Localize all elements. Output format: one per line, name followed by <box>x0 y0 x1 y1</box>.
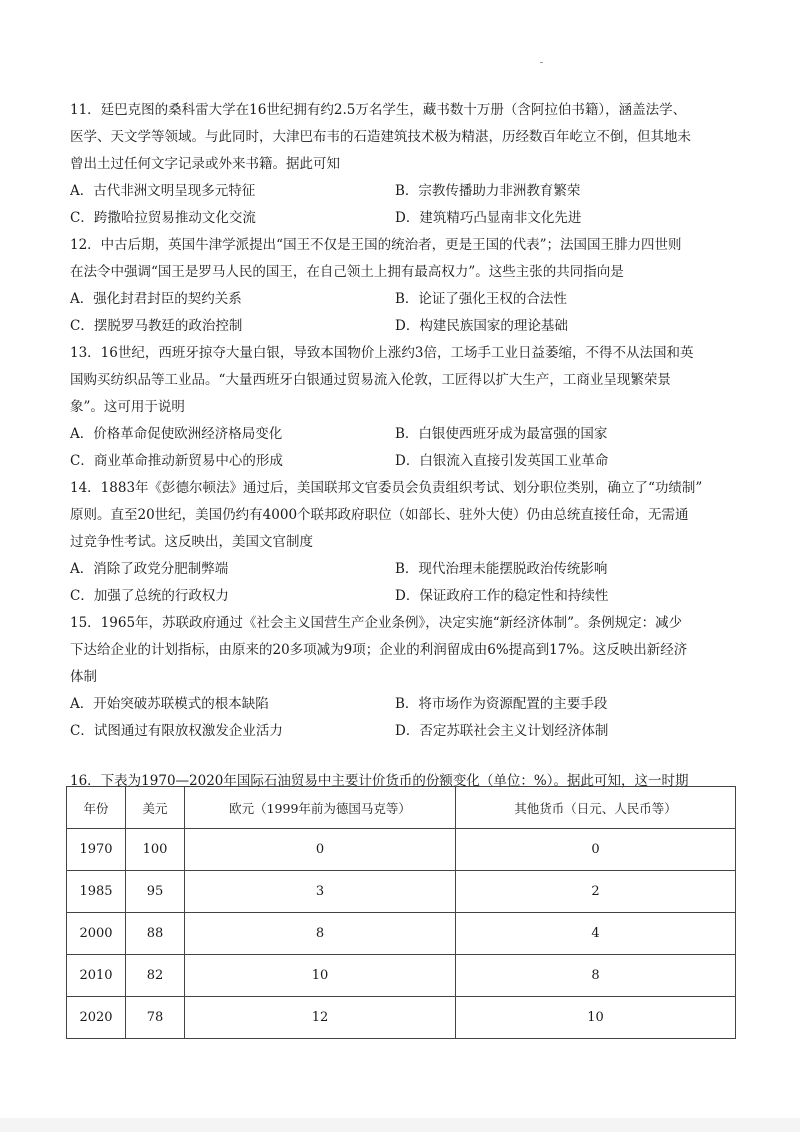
question-stem-line: 13．16世纪，西班牙掠夺大量白银，导致本国物价上涨约3倍，工场手工业日益萎缩，不得不从法国和英 <box>70 345 694 361</box>
option-c: C．跨撒哈拉贸易推动文化交流 <box>70 210 256 226</box>
cell-usd: 100 <box>126 829 185 871</box>
question-stem-line: 医学、天文学等领域。与此同时，大津巴布韦的石造建筑技术极为精湛，历经数百年屹立不倒，但其地未 <box>70 129 691 145</box>
header-year: 年份 <box>67 787 126 829</box>
cell-other: 2 <box>456 871 736 913</box>
question-list <box>70 97 735 745</box>
options-grid <box>70 691 735 745</box>
cell-year: 1985 <box>67 871 126 913</box>
table-row <box>67 913 736 955</box>
question-11 <box>70 97 735 232</box>
option-a: A．强化封君封臣的契约关系 <box>70 291 242 307</box>
question-12 <box>70 232 735 340</box>
question-stem-line: 体制 <box>70 669 97 685</box>
option-d: D．保证政府工作的稳定性和持续性 <box>395 588 609 604</box>
cell-usd: 95 <box>126 871 185 913</box>
table-row <box>67 955 736 997</box>
option-b: B．将市场作为资源配置的主要手段 <box>395 696 608 712</box>
option-c: C．商业革命推动新贸易中心的形成 <box>70 453 283 469</box>
option-a: A．古代非洲文明呈现多元特征 <box>70 183 256 199</box>
question-13 <box>70 340 735 475</box>
cell-other: 10 <box>456 997 736 1039</box>
option-b: B．论证了强化王权的合法性 <box>395 291 567 307</box>
cell-other: 8 <box>456 955 736 997</box>
header-euro: 欧元（1999年前为德国马克等） <box>185 787 456 829</box>
options-grid <box>70 556 735 610</box>
option-c: C．摆脱罗马教廷的政治控制 <box>70 318 243 334</box>
oil-currency-share-table <box>66 786 736 1039</box>
cell-euro: 3 <box>185 871 456 913</box>
cell-euro: 12 <box>185 997 456 1039</box>
table-row <box>67 829 736 871</box>
cell-usd: 88 <box>126 913 185 955</box>
option-a: A．价格革命促使欧洲经济格局变化 <box>70 426 283 442</box>
option-d: D．建筑精巧凸显南非文化先进 <box>395 210 582 226</box>
option-b: B．宗教传播助力非洲教育繁荣 <box>395 183 581 199</box>
question-stem-line: 原则。直至20世纪，美国仍约有4000个联邦政府职位（如部长、驻外大使）仍由总统直接任命，无需通 <box>70 507 689 523</box>
cell-year: 2010 <box>67 955 126 997</box>
cell-euro: 0 <box>185 829 456 871</box>
option-d: D．白银流入直接引发英国工业革命 <box>395 453 609 469</box>
option-d: D．否定苏联社会主义计划经济体制 <box>395 723 609 739</box>
cell-euro: 8 <box>185 913 456 955</box>
option-a: A．消除了政党分肥制弊端 <box>70 561 229 577</box>
option-b: B．白银使西班牙成为最富强的国家 <box>395 426 608 442</box>
question-14 <box>70 475 735 610</box>
options-grid <box>70 286 735 340</box>
cell-year: 1970 <box>67 829 126 871</box>
header-usd: 美元 <box>126 787 185 829</box>
option-b: B．现代治理未能摆脱政治传统影响 <box>395 561 608 577</box>
cell-usd: 78 <box>126 997 185 1039</box>
question-stem-line: 下达给企业的计划指标，由原来的20多项减为9项；企业的利润留成由6%提高到17%。这反映出新经济 <box>70 642 688 658</box>
cell-other: 4 <box>456 913 736 955</box>
cell-year: 2020 <box>67 997 126 1039</box>
question-stem-line: 在法令中强调“国王是罗马人民的国王，在自己领土上拥有最高权力”。这些主张的共同指向是 <box>70 264 624 280</box>
options-grid <box>70 421 735 475</box>
table-row <box>67 997 736 1039</box>
cell-other: 0 <box>456 829 736 871</box>
cell-usd: 82 <box>126 955 185 997</box>
question-15 <box>70 610 735 745</box>
question-stem-line: 过竞争性考试。这反映出，美国文官制度 <box>70 534 313 550</box>
options-grid <box>70 178 735 232</box>
table-row <box>67 871 736 913</box>
table-header-row <box>67 787 736 829</box>
cell-euro: 10 <box>185 955 456 997</box>
question-stem-line: 15．1965年，苏联政府通过《社会主义国营生产企业条例》，决定实施“新经济体制”。条例规定：减少 <box>70 615 683 631</box>
question-stem-line: 象”。这可用于说明 <box>70 399 185 415</box>
question-stem-line: 国购买纺织品等工业品。“大量西班牙白银通过贸易流入伦敦，工匠得以扩大生产，工商业呈现繁荣景 <box>70 372 671 388</box>
option-a: A．开始突破苏联模式的根本缺陷 <box>70 696 269 712</box>
header-other: 其他货币（日元、人民币等） <box>456 787 736 829</box>
question-stem-line: 曾出土过任何文字记录或外来书籍。据此可知 <box>70 156 340 172</box>
option-d: D．构建民族国家的理论基础 <box>395 318 568 334</box>
scan-edge <box>0 1118 800 1132</box>
cell-year: 2000 <box>67 913 126 955</box>
question-stem-line: 12．中古后期，英国牛津学派提出“国王不仅是王国的统治者，更是王国的代表”；法国国王腓力四世则 <box>70 237 682 253</box>
question-stem-line: 14．1883年《彭德尔顿法》通过后，美国联邦文官委员会负责组织考试、划分职位类别，确立了“功绩制” <box>70 480 703 496</box>
scan-speck <box>540 62 543 63</box>
question-16-stem: 16．下表为1970—2020年国际石油贸易中主要计价货币的份额变化（单位：%）。据此可知，这一时期 <box>70 773 689 789</box>
option-c: C．试图通过有限放权激发企业活力 <box>70 723 283 739</box>
question-stem-line: 11．廷巴克图的桑科雷大学在16世纪拥有约2.5万名学生，藏书数十万册（含阿拉伯书籍），涵盖法学、 <box>70 102 687 118</box>
option-c: C．加强了总统的行政权力 <box>70 588 229 604</box>
